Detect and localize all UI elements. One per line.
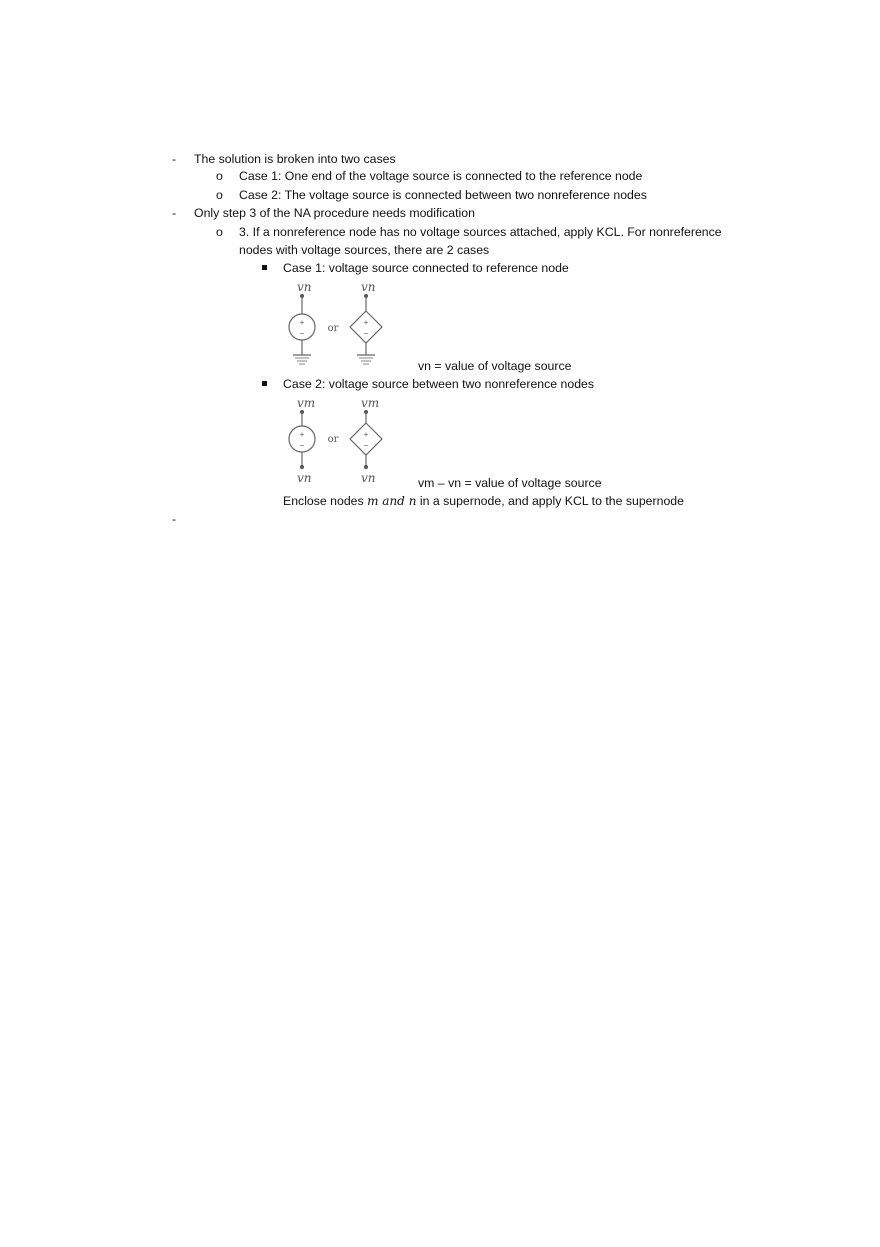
supernode-text-after: in a supernode, and apply KCL to the supernode	[416, 494, 684, 508]
node-label-vn-right: vn	[361, 280, 376, 294]
dependent-source-icon	[350, 311, 382, 343]
text-line-step3-detail: 3. If a nonreference node has no voltage sources attached, apply KCL. For nonreference	[239, 225, 722, 239]
plus-sign: +	[363, 430, 369, 439]
text-line-vm-vn-equation: vm – vn = value of voltage source	[418, 476, 602, 490]
and-word: and	[378, 494, 409, 508]
node-label-vn-left: vn	[297, 471, 312, 485]
dash-bullet: -	[172, 206, 177, 220]
circle-bullet: o	[216, 169, 223, 183]
circle-bullet: o	[216, 188, 223, 202]
figure-case2-circuit	[284, 395, 394, 487]
text-line-supernode	[283, 492, 684, 510]
node-label-vn-left: vn	[297, 280, 312, 294]
supernode-text-before: Enclose nodes	[283, 494, 368, 508]
or-label: or	[327, 323, 339, 334]
node-label-vm-left: vm	[297, 396, 316, 410]
node-n: n	[408, 494, 417, 508]
node-m: m	[367, 494, 379, 508]
figure-case1-circuit	[284, 279, 394, 371]
square-bullet	[262, 381, 267, 386]
text-line-case2: Case 2: The voltage source is connected between two nonreference nodes	[239, 188, 647, 202]
plus-sign: +	[299, 430, 305, 439]
text-line-subcase1: Case 1: voltage source connected to reference node	[283, 261, 569, 275]
minus-sign: −	[299, 329, 305, 338]
plus-sign: +	[363, 318, 369, 327]
circle-bullet: o	[216, 225, 223, 239]
node-label-vn-right: vn	[361, 471, 376, 485]
square-bullet	[262, 265, 267, 270]
dash-bullet: -	[172, 152, 177, 166]
text-line-solution-cases: The solution is broken into two cases	[194, 152, 396, 166]
text-line-case1: Case 1: One end of the voltage source is connected to the reference node	[239, 169, 643, 183]
or-label: or	[327, 434, 339, 445]
text-line-vn-equation: vn = value of voltage source	[418, 359, 572, 373]
minus-sign: −	[299, 441, 305, 450]
plus-sign: +	[299, 318, 305, 327]
minus-sign: −	[363, 441, 369, 450]
text-line-step3: Only step 3 of the NA procedure needs modification	[194, 206, 475, 220]
dependent-source-icon	[350, 423, 382, 455]
minus-sign: −	[363, 329, 369, 338]
text-line-subcase2: Case 2: voltage source between two nonreference nodes	[283, 377, 595, 391]
dash-bullet-empty: -	[172, 512, 177, 526]
node-label-vm-right: vm	[361, 396, 380, 410]
text-line-step3-detail-cont: nodes with voltage sources, there are 2 cases	[239, 243, 490, 257]
